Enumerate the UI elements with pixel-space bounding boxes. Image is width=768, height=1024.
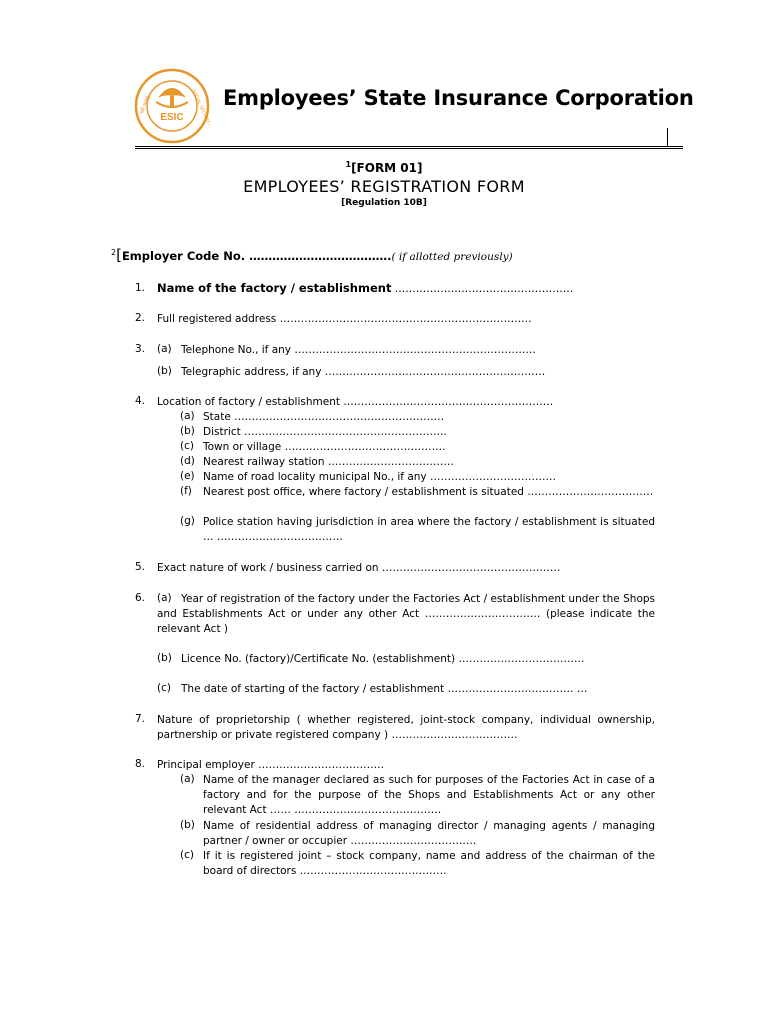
esic-logo [134, 68, 210, 144]
item-number: 3. [134, 343, 145, 355]
item-6b-text: Licence No. (factory)/Certificate No. (establishment) ……………………………… [181, 653, 585, 665]
item-4b-label: (b) [180, 425, 195, 437]
item-4a-label: (a) [180, 410, 195, 422]
form-number [0, 160, 768, 175]
item-8-text: Principal employer ……………………………… [157, 759, 385, 771]
item-8a-label: (a) [180, 773, 195, 785]
header-tick [667, 128, 668, 146]
item-3a-text: Telephone No., if any …………………………………………………………… [181, 344, 536, 356]
item-6a-text: Year of registration of the factory under the Factories Act / establishment under the Shops and Establishments Act or under any other Act …………………………… (please indicate the relevant Act ) [157, 593, 655, 635]
item-4f-text: Nearest post office, where factory / establishment is situated ……………………………… [203, 486, 654, 498]
employer-code-label: Employer Code No. ………………………………. [121, 249, 392, 263]
item-4c-text: Town or village ………………………………………. [203, 441, 446, 453]
item-2-text: Full registered address ……………………………………………………………… [157, 313, 532, 325]
employer-code-note: ( if allotted previously) [391, 251, 513, 263]
form-regulation: [Regulation 10B] [341, 198, 427, 208]
item-4c-label: (c) [180, 440, 194, 452]
item-number: 5. [134, 561, 145, 573]
item-4d-label: (d) [180, 455, 195, 467]
item-4f-label: (f) [180, 485, 192, 497]
item-1-dots: …………………………………………… [391, 283, 574, 295]
item-3a-label: (a) [157, 343, 172, 355]
item-3b-text: Telegraphic address, if any ……………………………………………………… [181, 366, 546, 378]
item-4g-label: (g) [180, 515, 195, 527]
footnote-2-marker: 2 [111, 248, 117, 258]
item-4g-text: Police station having jurisdiction in area where the factory / establishment is situated … ……………………………… [203, 516, 655, 543]
footnote-1-marker: 1 [345, 160, 352, 169]
item-1 [157, 281, 573, 297]
item-4e-label: (e) [180, 470, 195, 482]
form-title: EMPLOYEES’ REGISTRATION FORM [243, 177, 525, 196]
item-number: 1. [134, 282, 145, 294]
item-8b-text: Name of residential address of managing director / managing agents / managing partner / owner or occupier ……………………………… [203, 820, 655, 847]
svg-text:ESIC: ESIC [160, 112, 184, 123]
item-number: 8. [134, 758, 145, 770]
item-4d-text: Nearest railway station ……………………………… [203, 456, 454, 468]
item-number: 7. [134, 713, 145, 725]
opening-bracket: [ [116, 246, 122, 264]
organization-title: Employees’ State Insurance Corporation [223, 86, 694, 110]
item-8c-label: (c) [180, 849, 194, 861]
header-rule [135, 146, 683, 149]
item-number: 2. [134, 312, 145, 324]
svg-text:SOCIAL SECURITY: SOCIAL SECURITY [190, 88, 210, 128]
item-8c-text: If it is registered joint – stock company, name and address of the chairman of the board of directors …………………………………… [203, 850, 655, 877]
form-number-text: [FORM 01] [351, 161, 423, 175]
item-3b-label: (b) [157, 365, 172, 377]
item-number: 6. [134, 592, 145, 604]
item-8a-text: Name of the manager declared as such for purposes of the Factories Act in case of a factory and for the purpose of the Shops and Establishments Act or any other relevant Act …… …………………………………… [203, 774, 655, 816]
item-8b-label: (b) [180, 819, 195, 831]
item-4-text: Location of factory / establishment …………………………………………………… [157, 396, 554, 408]
item-6c-label: (c) [157, 682, 171, 694]
item-6b-label: (b) [157, 652, 172, 664]
item-1-label: Name of the factory / establishment [157, 281, 392, 295]
esic-logo-icon [134, 68, 210, 144]
item-6a-label: (a) [157, 592, 172, 604]
svg-text:सर्वे भवन्तु: सर्वे भवन्तु [139, 95, 152, 115]
item-number: 4. [134, 395, 145, 407]
employer-code-line [111, 246, 513, 264]
item-4b-text: District …………………………………………………. [203, 426, 447, 438]
item-4a-text: State …………………………………………………… [203, 411, 445, 423]
item-4e-text: Name of road locality municipal No., if any ……………………………… [203, 471, 556, 483]
item-7-text: Nature of proprietorship ( whether registered, joint-stock company, individual ownership, partnership or private registered company ) ……………………………… [157, 714, 655, 741]
item-5-text: Exact nature of work / business carried on …………………………………………… [157, 562, 561, 574]
item-6c-text: The date of starting of the factory / establishment ……………………………… … [181, 683, 588, 695]
